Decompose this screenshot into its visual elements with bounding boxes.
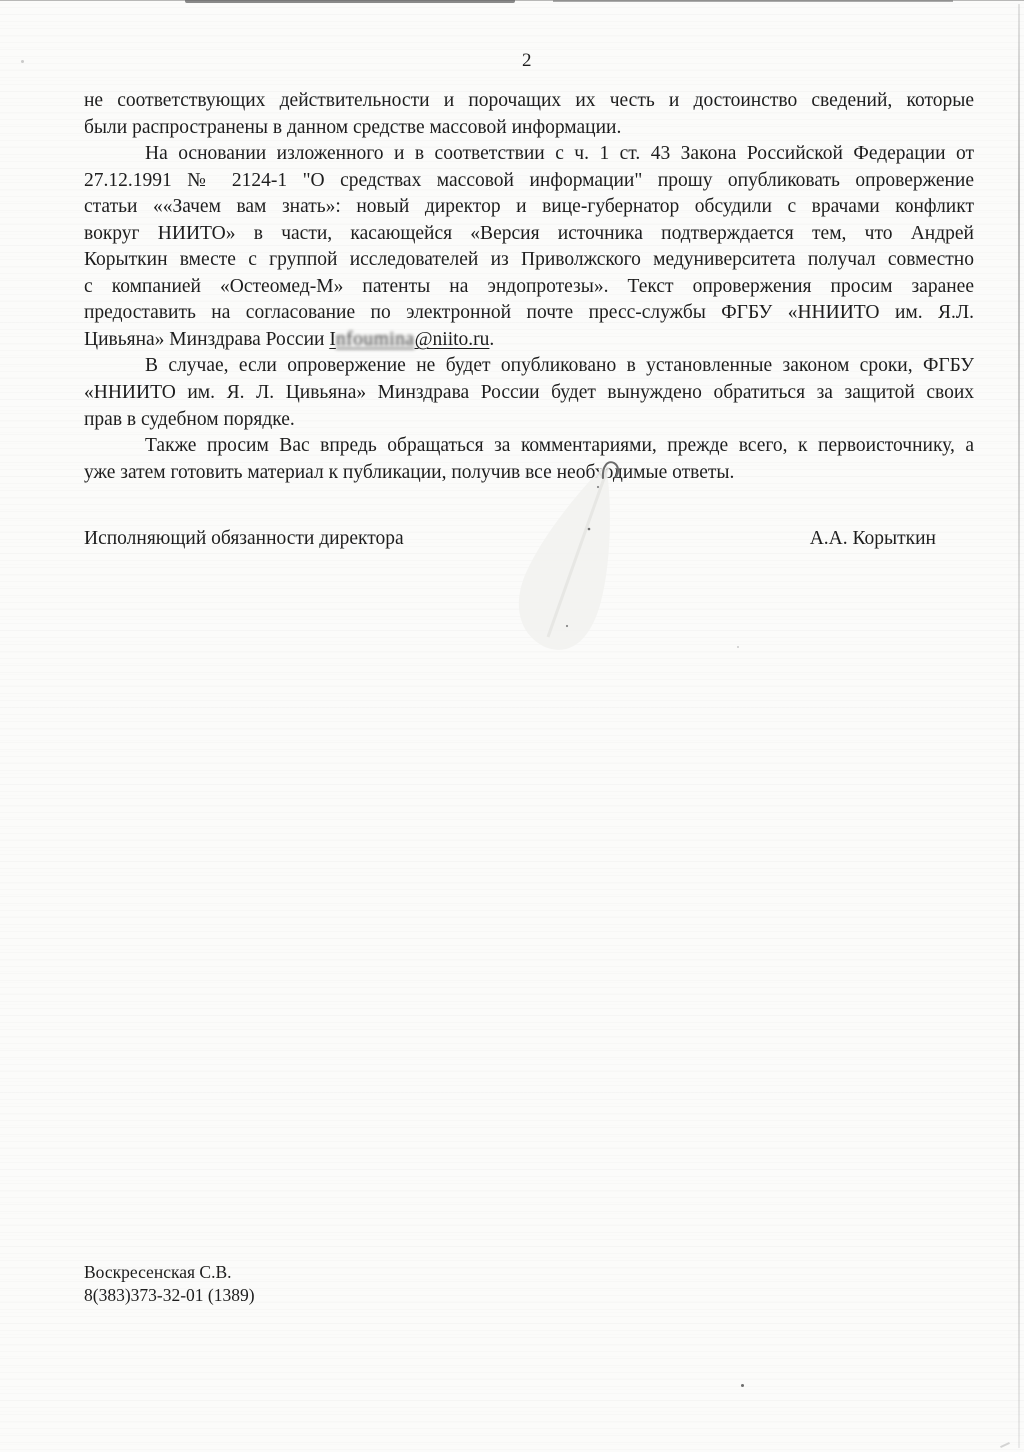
page-number: 2 (522, 50, 532, 71)
email-initial: I (329, 328, 336, 350)
text-line: уже затем готовить материал к публикации, получив все необходимые ответы. (84, 461, 735, 483)
text-line: были распространены в данном средстве массовой информации. (84, 116, 622, 138)
email-line-text: Цивьяна» Минздрава России (84, 328, 330, 350)
executor-block (84, 1261, 255, 1307)
email-line (84, 327, 974, 354)
text-line: На основании изложенного и в соответствии с ч. 1 ст. 43 Закона Российской Федерации от (145, 143, 974, 165)
signature-ink-dot (566, 625, 568, 627)
text-line: Корыткин вместе с группой исследователей из Приволжского медуниверситета получал совместно (84, 249, 974, 271)
text-line: В случае, если опровержение не будет опубликовано в установленные законом сроки, ФГБУ (145, 355, 974, 377)
executor-name: Воскресенская С.В. (84, 1262, 232, 1282)
paragraph-legal-warning (84, 353, 974, 433)
erased-signature-mark (490, 455, 650, 665)
signer-title: Исполняющий обязанности директора (84, 528, 404, 549)
letter-body (84, 88, 974, 486)
text-line: не соответствующих действительности и порочащих их честь и достоинство сведений, которые (84, 90, 974, 111)
text-line: статьи ««Зачем вам знать»: новый директор и вице-губернатор обсудили с врачами конфликт (84, 196, 974, 218)
scan-speck (737, 646, 739, 648)
text-line: вокруг НИИТО» в части, касающейся «Версия источника подтверждается тем, что Андрей (84, 222, 974, 244)
paragraph-legal-basis (84, 141, 974, 327)
signature-row (84, 526, 936, 552)
executor-phone: 8(383)373-32-01 (1389) (84, 1285, 255, 1305)
paragraph-continuation (84, 88, 974, 141)
scan-right-edge-line (1018, 4, 1020, 1448)
scan-top-edge-shadow-right (553, 0, 953, 2)
sentence-period: . (489, 328, 495, 350)
signature-ink-dot (597, 486, 599, 488)
text-line: Также просим Вас впредь обращаться за комментариями, прежде всего, к первоисточнику, а (145, 435, 974, 457)
email-address (329, 329, 489, 350)
email-domain: @niito.ru (414, 328, 490, 350)
erased-signature-blob (519, 467, 610, 650)
email-redacted-prefix: nfoumina (335, 328, 415, 350)
signer-name: А.А. Корыткин (809, 528, 936, 549)
text-line: прав в судебном порядке. (84, 408, 295, 430)
scan-speck (741, 1384, 744, 1387)
text-line: 27.12.1991 № 2124-1 "О средствах массовой информации" прошу опубликовать опровержение (84, 169, 974, 191)
text-line: с компанией «Остеомед-М» патенты на эндопротезы». Текст опровержения просим заранее (84, 275, 974, 297)
text-line: «ННИИТО им. Я. Л. Цивьяна» Минздрава России будет вынуждено обратиться за защитой своих (84, 382, 974, 404)
text-line: предоставить на согласование по электронной почте пресс-службы ФГБУ «ННИИТО им. Я.Л. (84, 302, 974, 324)
scan-corner-mark (1000, 1442, 1010, 1448)
scan-top-edge-shadow-left (185, 0, 515, 3)
scan-speck (21, 60, 24, 63)
